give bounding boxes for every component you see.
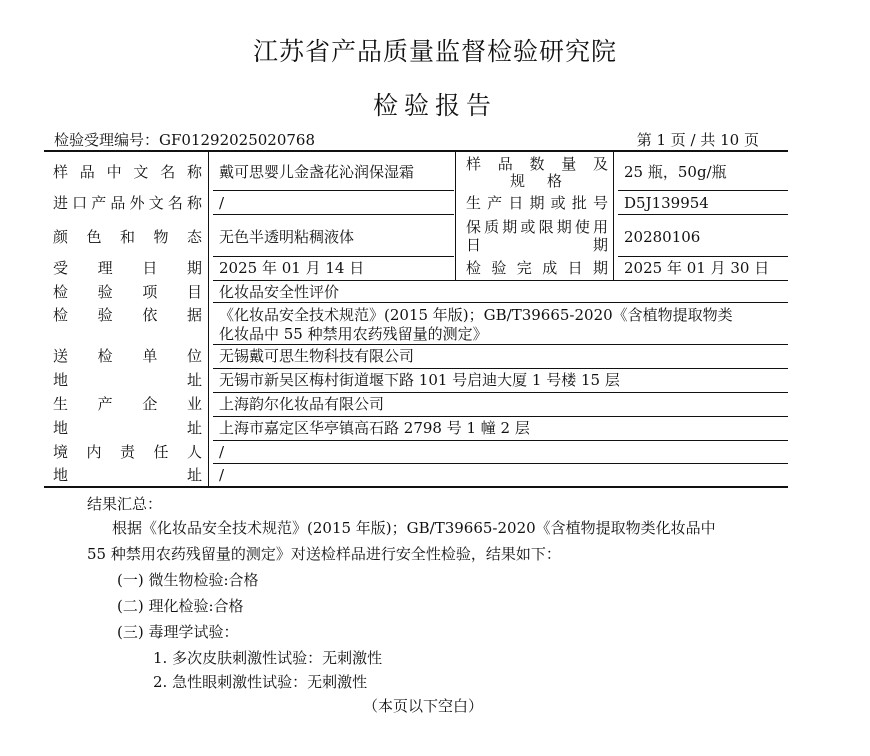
test-item-value: 化妆品安全性评价 — [219, 283, 340, 301]
appearance-value: 无色半透明粘稠液体 — [219, 228, 355, 246]
summary-item-physchem: (二) 理化检验:合格 — [117, 597, 244, 615]
row-divider — [213, 463, 788, 464]
completed-label: 检验完成日期 — [466, 259, 608, 277]
row-divider — [213, 344, 788, 345]
summary-item-toxicology: (三) 毒理学试验： — [117, 623, 239, 641]
row-divider — [618, 214, 788, 215]
expiry-label-line2: 日期 — [466, 236, 608, 254]
summary-paragraph-line1: 根据《化妆品安全技术规范》(2015 年版)；GB/T39665-2020《含植物提取物类化妆品中 — [112, 519, 716, 537]
qty-spec-label-line1: 样品数量及 — [466, 155, 608, 173]
row-divider — [213, 190, 454, 191]
row-divider — [213, 440, 788, 441]
expiry-value: 20280106 — [624, 228, 701, 246]
test-basis-label: 检验依据 — [53, 306, 202, 324]
row-divider — [213, 368, 788, 369]
page-indicator: 第 1 页 / 共 10 页 — [636, 131, 759, 149]
right-label-divider — [613, 152, 614, 281]
row-divider — [213, 280, 788, 281]
mid-column-divider — [455, 152, 456, 281]
manufacturer-label: 生产企业 — [53, 395, 202, 413]
responsible-address-value: / — [219, 466, 225, 484]
sender-address-value: 无锡市新吴区梅村街道堰下路 101 号启迪大厦 1 号楼 15 层 — [219, 371, 620, 389]
summary-subitem-skin: 1. 多次皮肤刺激性试验：无刺激性 — [153, 649, 383, 667]
manufacturer-address-value: 上海市嘉定区华亭镇高石路 2798 号 1 幢 2 层 — [219, 419, 530, 437]
row-divider — [213, 256, 454, 257]
received-label: 受理日期 — [53, 259, 202, 277]
summary-subitem-eye: 2. 急性眼刺激性试验：无刺激性 — [153, 673, 368, 691]
received-value: 2025 年 01 月 14 日 — [219, 259, 365, 277]
foreign-name-label: 进口产品外文名称 — [53, 194, 202, 212]
foreign-name-value: / — [219, 194, 225, 212]
responsible-address-label: 地址 — [53, 466, 202, 484]
row-divider — [213, 214, 454, 215]
test-basis-line2: 化妆品中 55 种禁用农药残留量的测定》 — [219, 325, 488, 343]
label-column-divider — [208, 152, 209, 486]
batch-value: D5J139954 — [624, 194, 709, 212]
cn-name-value: 戴可思婴儿金盏花沁润保湿霜 — [219, 163, 415, 181]
sender-address-label: 地址 — [53, 371, 202, 389]
summary-paragraph-line2: 55 种禁用农药残留量的测定》对送检样品进行安全性检验，结果如下： — [87, 545, 561, 563]
row-divider — [618, 190, 788, 191]
manufacturer-value: 上海韵尔化妆品有限公司 — [219, 395, 385, 413]
report-title: 检验报告 — [372, 91, 497, 120]
manufacturer-address-label: 地址 — [53, 419, 202, 437]
expiry-label-line1: 保质期或限期使用 — [466, 218, 608, 236]
test-item-label: 检验项目 — [53, 283, 202, 301]
appearance-label: 颜色和物态 — [53, 228, 202, 246]
accept-number-label: 检验受理编号： — [54, 131, 160, 149]
blank-below-note: （本页以下空白） — [363, 697, 484, 715]
batch-label: 生产日期或批号 — [466, 194, 608, 212]
table-top-rule — [44, 150, 788, 152]
domestic-responsible-value: / — [219, 443, 225, 461]
row-divider — [213, 302, 788, 303]
completed-value: 2025 年 01 月 30 日 — [624, 259, 770, 277]
sender-label: 送检单位 — [53, 347, 202, 365]
accept-number — [54, 129, 315, 150]
row-divider — [618, 256, 788, 257]
report-meta — [54, 129, 759, 149]
summary-heading: 结果汇总： — [87, 495, 163, 513]
row-divider — [213, 416, 788, 417]
cn-name-label: 样品中文名称 — [53, 163, 202, 181]
qty-spec-label-line2: 规格 — [510, 172, 562, 190]
domestic-responsible-label: 境内责任人 — [53, 443, 202, 461]
test-basis-line1: 《化妆品安全技术规范》(2015 年版)；GB/T39665-2020《含植物提取物类 — [219, 306, 733, 324]
qty-spec-value: 25 瓶，50g/瓶 — [624, 163, 727, 181]
sender-value: 无锡戴可思生物科技有限公司 — [219, 347, 415, 365]
accept-number-value: GF01292025020768 — [159, 131, 316, 149]
summary-item-microbiology: (一) 微生物检验:合格 — [117, 571, 259, 589]
organization-name: 江苏省产品质量监督检验研究院 — [252, 37, 617, 66]
table-bottom-rule — [44, 486, 788, 488]
row-divider — [213, 392, 788, 393]
